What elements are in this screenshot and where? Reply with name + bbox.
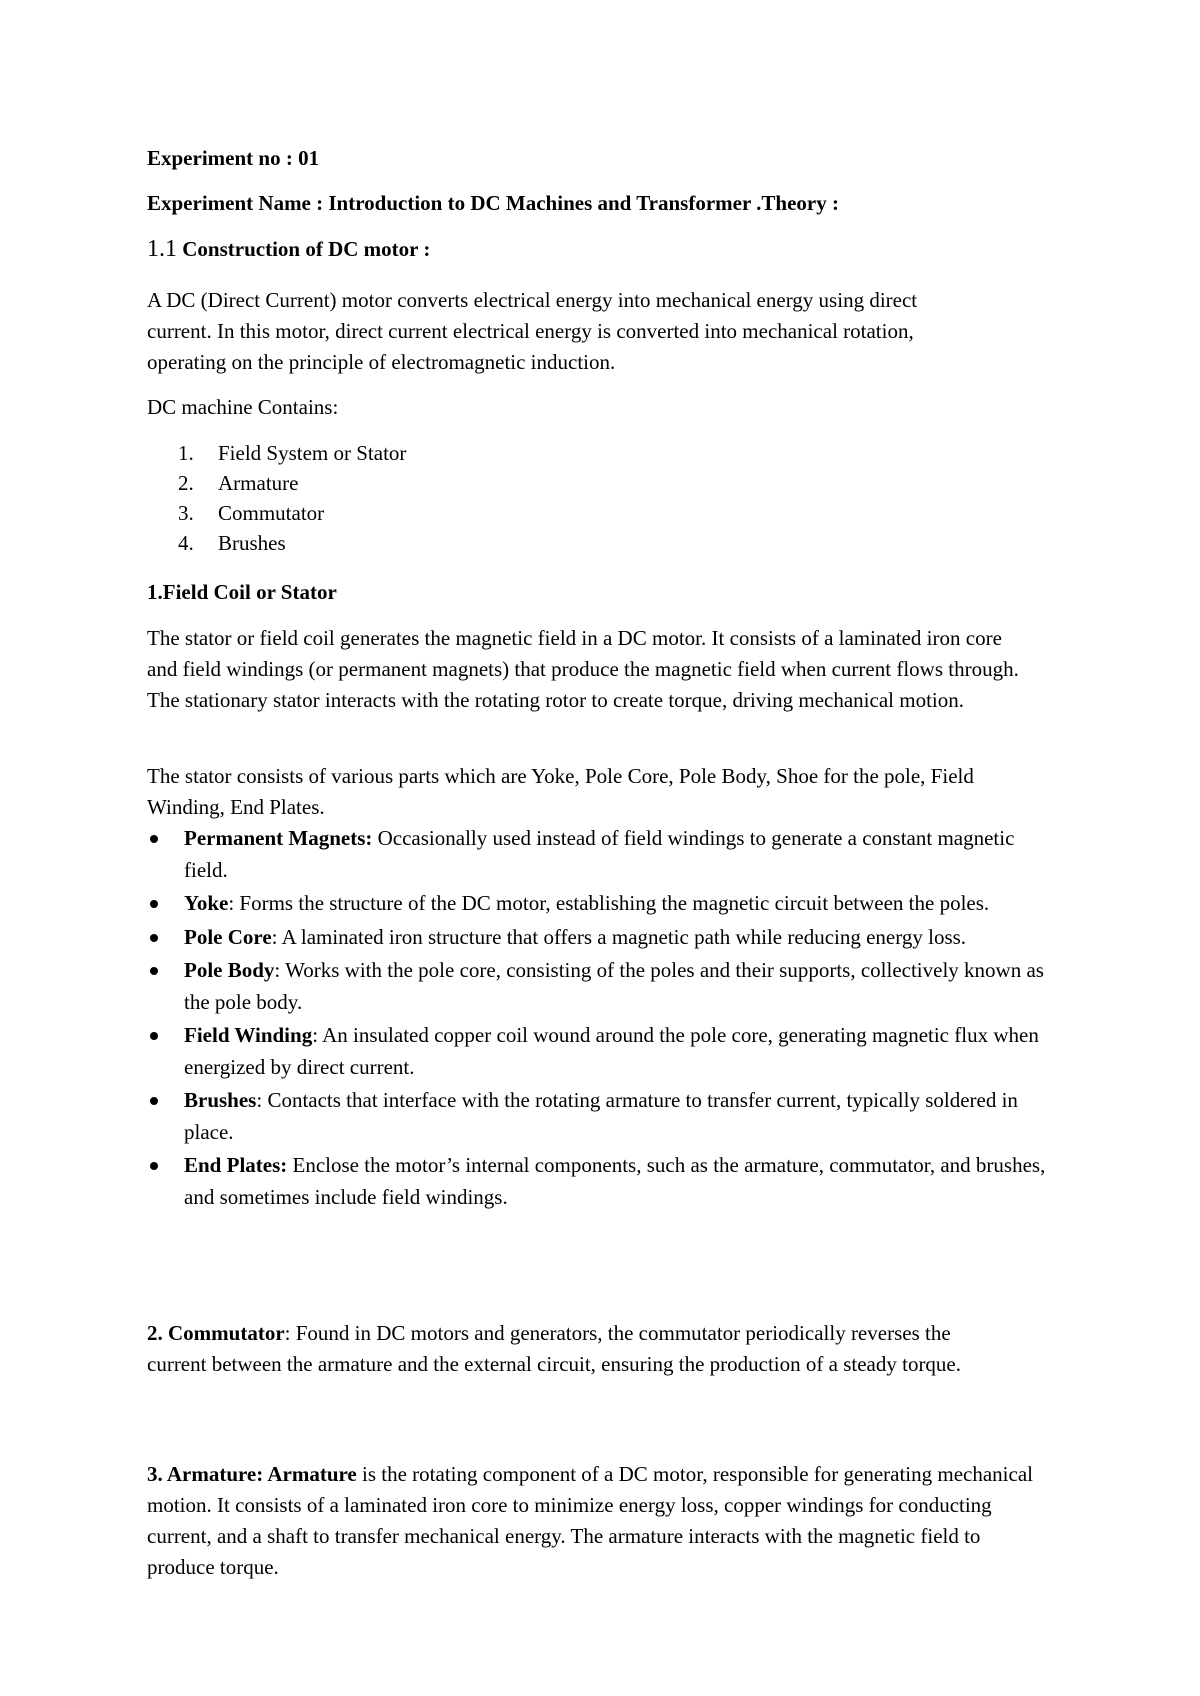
list-item: [147, 1085, 1052, 1148]
stator-parts-bullets: [147, 823, 1052, 1215]
list-item-text: Field System or Stator: [218, 441, 407, 465]
bullet-term: Brushes: [184, 1088, 257, 1112]
bullet-term: Field Winding: [184, 1023, 313, 1047]
list-item: [147, 888, 1052, 920]
armature-text: is the rotating component of a DC motor, responsible for generating mechanical motion. It consists of a laminated iron core to minimize energy loss, copper windings for conducting current, and a shaft to transfer mechanical energy. The armature interacts with the magnetic field to produce torque.: [147, 1462, 1033, 1579]
armature-term: 3. Armature: Armature: [147, 1462, 357, 1486]
list-number: 4.: [178, 531, 194, 555]
field-coil-heading: 1.Field Coil or Stator: [147, 580, 337, 604]
bullet-icon: [150, 900, 158, 908]
bullet-icon: [150, 1162, 158, 1170]
list-item: [147, 528, 406, 558]
experiment-number: Experiment no : 01: [147, 146, 320, 170]
list-number: 1.: [178, 441, 194, 465]
list-item-text: Commutator: [218, 501, 325, 525]
list-item: [147, 498, 406, 528]
bullet-text: Enclose the motor’s internal components, such as the armature, commutator, and brushes, and sometimes include field windings.: [184, 1153, 1046, 1209]
bullet-term: Pole Core: [184, 924, 272, 949]
bullet-term: End Plates:: [184, 1153, 288, 1177]
list-item: [147, 1150, 1052, 1213]
stator-parts-paragraph: The stator consists of various parts which are Yoke, Pole Core, Pole Body, Shoe for the pole, Field Winding, End Plates.: [147, 764, 974, 819]
bullet-text: : Contacts that interface with the rotating armature to transfer current, typically soldered in place.: [184, 1088, 1018, 1144]
armature-paragraph: [147, 1459, 1052, 1583]
intro-paragraph: A DC (Direct Current) motor converts electrical energy into mechanical energy using direct current. In this motor, direct current electrical energy is converted into mechanical rotation, operating on the principle of electromagnetic induction.: [147, 288, 918, 374]
bullet-term: Permanent Magnets:: [184, 826, 373, 850]
list-item: [147, 1020, 1052, 1083]
bullet-icon: [150, 1097, 158, 1105]
bullet-term: Yoke: [184, 891, 229, 915]
list-number: 3.: [178, 501, 194, 525]
commutator-text: : Found in DC motors and generators, the commutator periodically reverses the current between the armature and the external circuit, ensuring the production of a steady torque.: [147, 1321, 962, 1376]
list-item: [147, 823, 1052, 886]
section-title: Construction of DC motor :: [182, 237, 431, 261]
field-coil-paragraph: The stator or field coil generates the magnetic field in a DC motor. It consists of a laminated iron core and field windings (or permanent magnets) that produce the magnetic field when current flows through. The stationary stator interacts with the rotating rotor to create torque, driving mechanical motion.: [147, 626, 1019, 712]
contains-label: DC machine Contains:: [147, 395, 339, 419]
commutator-term: 2. Commutator: [147, 1321, 285, 1345]
bullet-icon: [150, 967, 158, 975]
section-number: 1.1: [147, 236, 177, 262]
bullet-term: Pole Body: [184, 958, 275, 982]
bullet-icon: [150, 934, 158, 942]
parts-list: [147, 438, 406, 558]
list-item: [147, 955, 1052, 1018]
list-item-text: Brushes: [218, 531, 286, 555]
list-number: 2.: [178, 471, 194, 495]
bullet-text: : Forms the structure of the DC motor, establishing the magnetic circuit between the poles.: [228, 891, 990, 915]
bullet-text: : Works with the pole core, consisting of the poles and their supports, collectively known as the pole body.: [184, 958, 1044, 1014]
bullet-text: : An insulated copper coil wound around the pole core, generating magnetic flux when energized by direct current.: [184, 1023, 1039, 1079]
experiment-name: Experiment Name : Introduction to DC Machines and Transformer .Theory :: [147, 191, 839, 215]
list-item: [147, 922, 1052, 954]
list-item: [147, 468, 406, 498]
bullet-text: Occasionally used instead of field windings to generate a constant magnetic field.: [184, 826, 1015, 882]
list-item: [147, 438, 406, 468]
bullet-icon: [150, 835, 158, 843]
bullet-icon: [150, 1032, 158, 1040]
section-heading-construction: [147, 234, 430, 265]
commutator-paragraph: [147, 1318, 977, 1380]
bullet-text: : A laminated iron structure that offers a magnetic path while reducing energy loss.: [271, 924, 967, 949]
list-item-text: Armature: [218, 471, 299, 495]
